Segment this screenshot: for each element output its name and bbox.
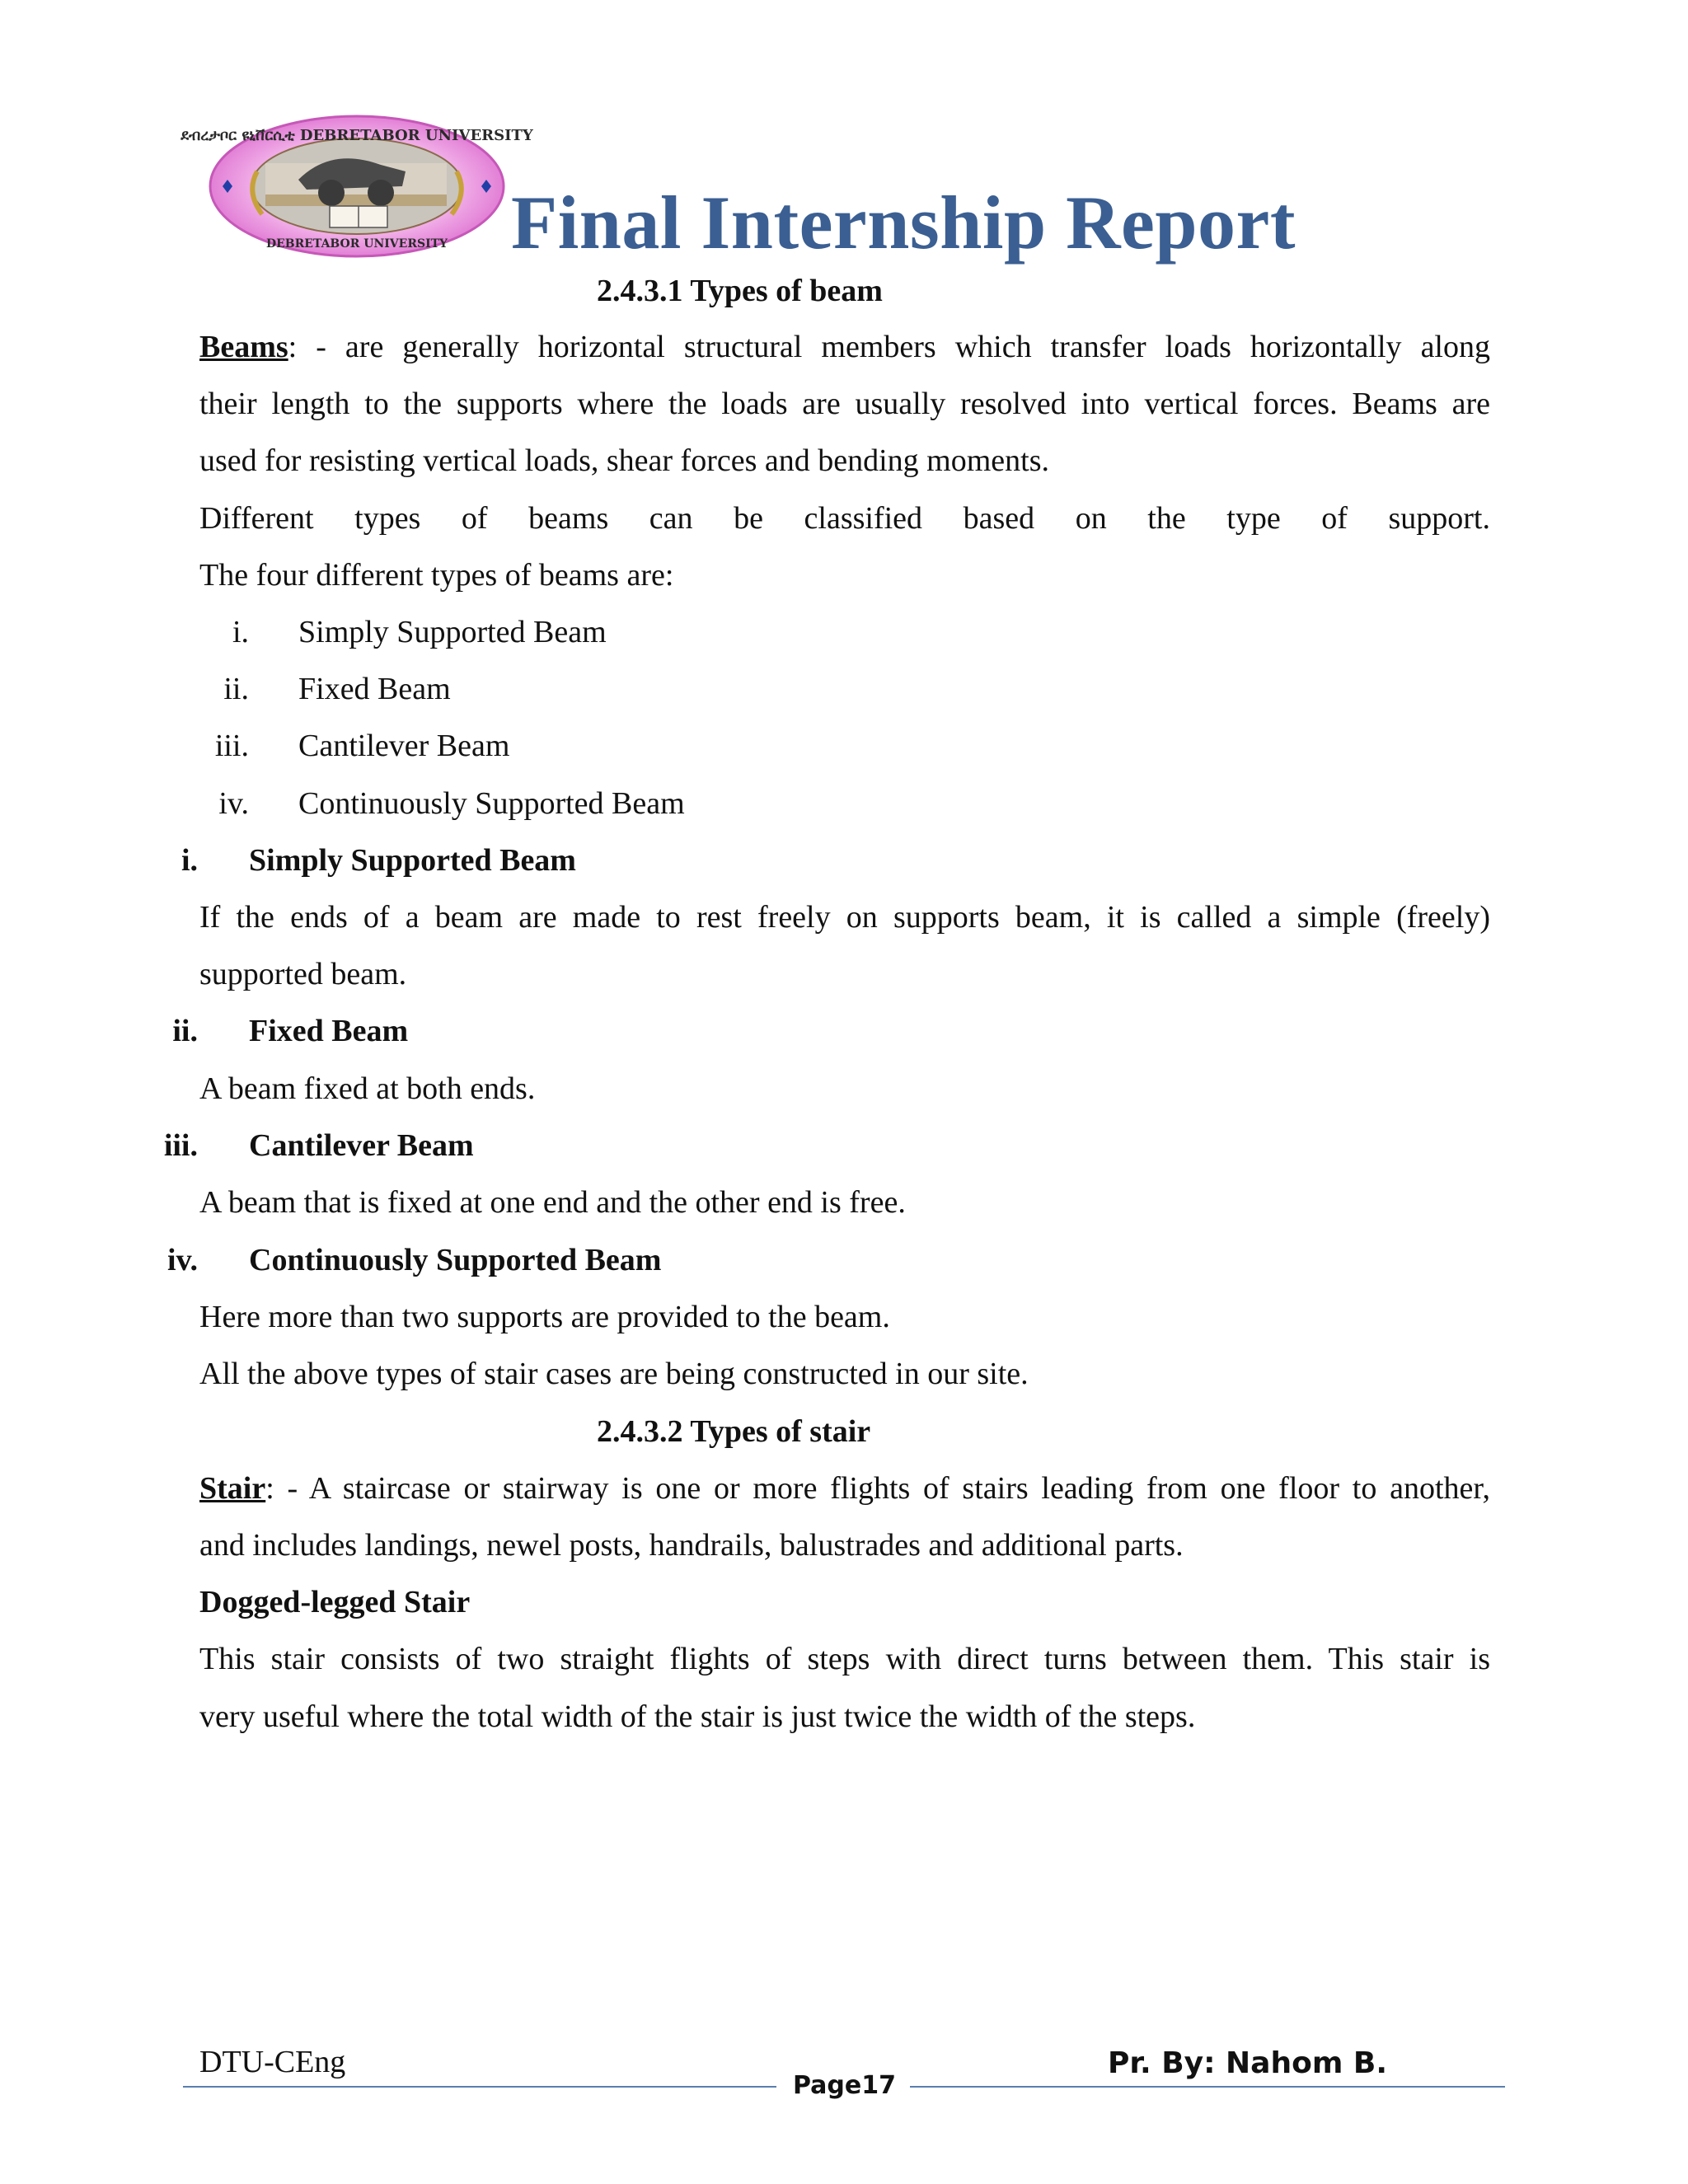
subsection-title-simply-supported: Simply Supported Beam	[249, 843, 576, 878]
list-num-2: ii.	[223, 672, 249, 706]
list-item-cantilever: Cantilever Beam	[298, 729, 510, 763]
simply-supported-line-2: supported beam.	[199, 957, 407, 991]
stair-term: Stair	[199, 1471, 266, 1506]
footer-page-number: Page17	[793, 2071, 896, 2100]
classify-line-2: The four different types of beams are:	[199, 558, 674, 593]
svg-text:DEBRETABOR UNIVERSITY: DEBRETABOR UNIVERSITY	[265, 237, 448, 251]
university-logo	[181, 114, 533, 259]
list-item-fixed: Fixed Beam	[298, 672, 451, 706]
subsection-num-4: iv.	[167, 1243, 198, 1277]
cantilever-line-1: A beam that is fixed at one end and the other end is free.	[199, 1185, 906, 1220]
subsection-num-3: iii.	[163, 1128, 198, 1163]
classify-line-1: Different types of beams can be classified based on the type of support.	[199, 501, 1490, 536]
list-item-simply-supported: Simply Supported Beam	[298, 615, 607, 649]
list-num-4: iv.	[218, 786, 249, 821]
beam-section-heading: 2.4.3.1 Types of beam	[597, 274, 883, 308]
beams-term: Beams	[199, 330, 288, 364]
stair-intro-line-2: and includes landings, newel posts, handrails, balustrades and additional parts.	[199, 1528, 1184, 1563]
stair-section-heading: 2.4.3.2 Types of stair	[597, 1414, 871, 1449]
continuous-line-2: All the above types of stair cases are being constructed in our site.	[199, 1357, 1029, 1391]
subsection-title-cantilever: Cantilever Beam	[249, 1128, 474, 1163]
subsection-num-2: ii.	[172, 1014, 198, 1048]
stair-intro-line-1: Stair: - A staircase or stairway is one or more flights of stairs leading from one floor to another,	[199, 1471, 1490, 1506]
simply-supported-line-1: If the ends of a beam are made to rest freely on supports beam, it is called a simple (freely)	[199, 900, 1490, 935]
subsection-title-fixed: Fixed Beam	[249, 1014, 409, 1048]
footer-department: DTU-CEng	[199, 2045, 346, 2079]
dogged-legged-line-1: This stair consists of two straight flights of steps with direct turns between them. This stair is	[199, 1642, 1490, 1676]
dogged-legged-line-2: very useful where the total width of the stair is just twice the width of the steps.	[199, 1699, 1196, 1734]
list-num-1: i.	[232, 615, 249, 649]
footer-rule-left	[183, 2086, 776, 2088]
document-title: Final Internship Report	[511, 180, 1296, 265]
beams-intro-line-3: used for resisting vertical loads, shear forces and bending moments.	[199, 443, 1049, 478]
logo-amharic-text: ደብረታቦር ዩኒቨርሲቲ DEBRETABOR UNIVERSITY	[181, 127, 533, 144]
fixed-line-1: A beam fixed at both ends.	[199, 1071, 536, 1106]
subsection-title-continuous: Continuously Supported Beam	[249, 1243, 662, 1277]
continuous-line-1: Here more than two supports are provided to the beam.	[199, 1300, 890, 1334]
beams-intro-line-2: their length to the supports where the loads are usually resolved into vertical forces. Beams are	[199, 387, 1490, 421]
list-item-continuous: Continuously Supported Beam	[298, 786, 685, 821]
footer-rule-right	[910, 2086, 1505, 2088]
footer-author: Pr. By: Nahom B.	[1108, 2046, 1387, 2080]
beams-intro-line-1: Beams: - are generally horizontal structural members which transfer loads horizontally along	[199, 330, 1490, 364]
subsection-num-1: i.	[181, 843, 198, 878]
dogged-legged-heading: Dogged-legged Stair	[199, 1585, 471, 1619]
list-num-3: iii.	[214, 729, 249, 763]
